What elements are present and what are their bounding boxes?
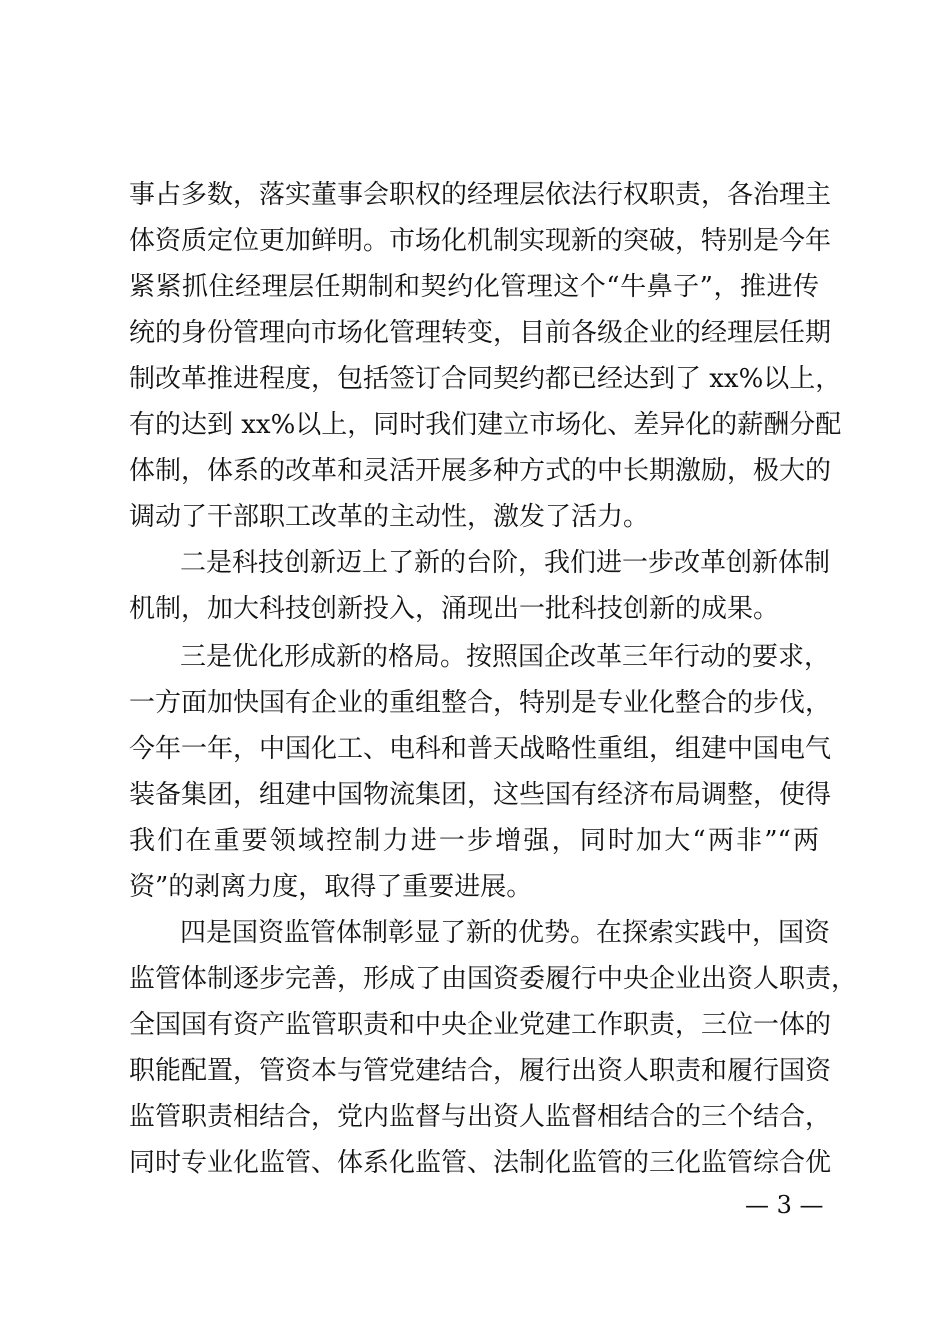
paragraph-3-line-3: 今年一年，中国化工、电科和普天战略性重组，组建中国电气	[129, 734, 832, 764]
paragraph-4-line-5: 监管职责相结合，党内监督与出资人监督相结合的三个结合，	[129, 1102, 832, 1132]
page-number: — 3 —	[745, 1191, 824, 1219]
paragraph-3-line-1: 三是优化形成新的格局。按照国企改革三年行动的要求，	[180, 642, 831, 672]
paragraph-1-line-1: 事占多数，落实董事会职权的经理层依法行权职责，各治理主	[129, 180, 832, 210]
paragraph-3-line-2: 一方面加快国有企业的重组整合，特别是专业化整合的步伐，	[129, 688, 832, 718]
paragraph-1-line-2: 体资质定位更加鲜明。市场化机制实现新的突破，特别是今年	[129, 226, 832, 256]
paragraph-1-line-6: 有的达到 xx%以上，同时我们建立市场化、差异化的薪酬分配	[129, 410, 842, 440]
paragraph-4-line-6: 同时专业化监管、体系化监管、法制化监管的三化监管综合优	[129, 1148, 832, 1178]
paragraph-3-line-6: 资”的剥离力度，取得了重要进展。	[129, 872, 533, 902]
paragraph-1-line-3: 紧紧抓住经理层任期制和契约化管理这个“牛鼻子”，推进传	[129, 272, 819, 302]
paragraph-1-line-5: 制改革推进程度，包括签订合同契约都已经达到了 xx%以上，	[129, 364, 842, 394]
paragraph-2-line-1: 二是科技创新迈上了新的台阶，我们进一步改革创新体制	[180, 548, 831, 578]
paragraph-4-line-3: 全国国有资产监管职责和中央企业党建工作职责，三位一体的	[129, 1010, 832, 1040]
paragraph-1-line-7: 体制，体系的改革和灵活开展多种方式的中长期激励，极大的	[129, 456, 832, 486]
paragraph-2-line-2: 机制，加大科技创新投入，涌现出一批科技创新的成果。	[129, 594, 780, 624]
paragraph-4-line-1: 四是国资监管体制彰显了新的优势。在探索实践中，国资	[180, 918, 831, 948]
paragraph-3-line-5: 我们在重要领域控制力进一步增强，同时加大“两非”“两	[129, 826, 819, 856]
paragraph-4-line-2: 监管体制逐步完善，形成了由国资委履行中央企业出资人职责，	[129, 964, 858, 994]
paragraph-4-line-4: 职能配置，管资本与管党建结合，履行出资人职责和履行国资	[129, 1056, 832, 1086]
paragraph-3-line-4: 装备集团，组建中国物流集团，这些国有经济布局调整，使得	[129, 780, 832, 810]
paragraph-1-line-8: 调动了干部职工改革的主动性，激发了活力。	[129, 502, 650, 532]
paragraph-1-line-4: 统的身份管理向市场化管理转变，目前各级企业的经理层任期	[129, 318, 832, 348]
